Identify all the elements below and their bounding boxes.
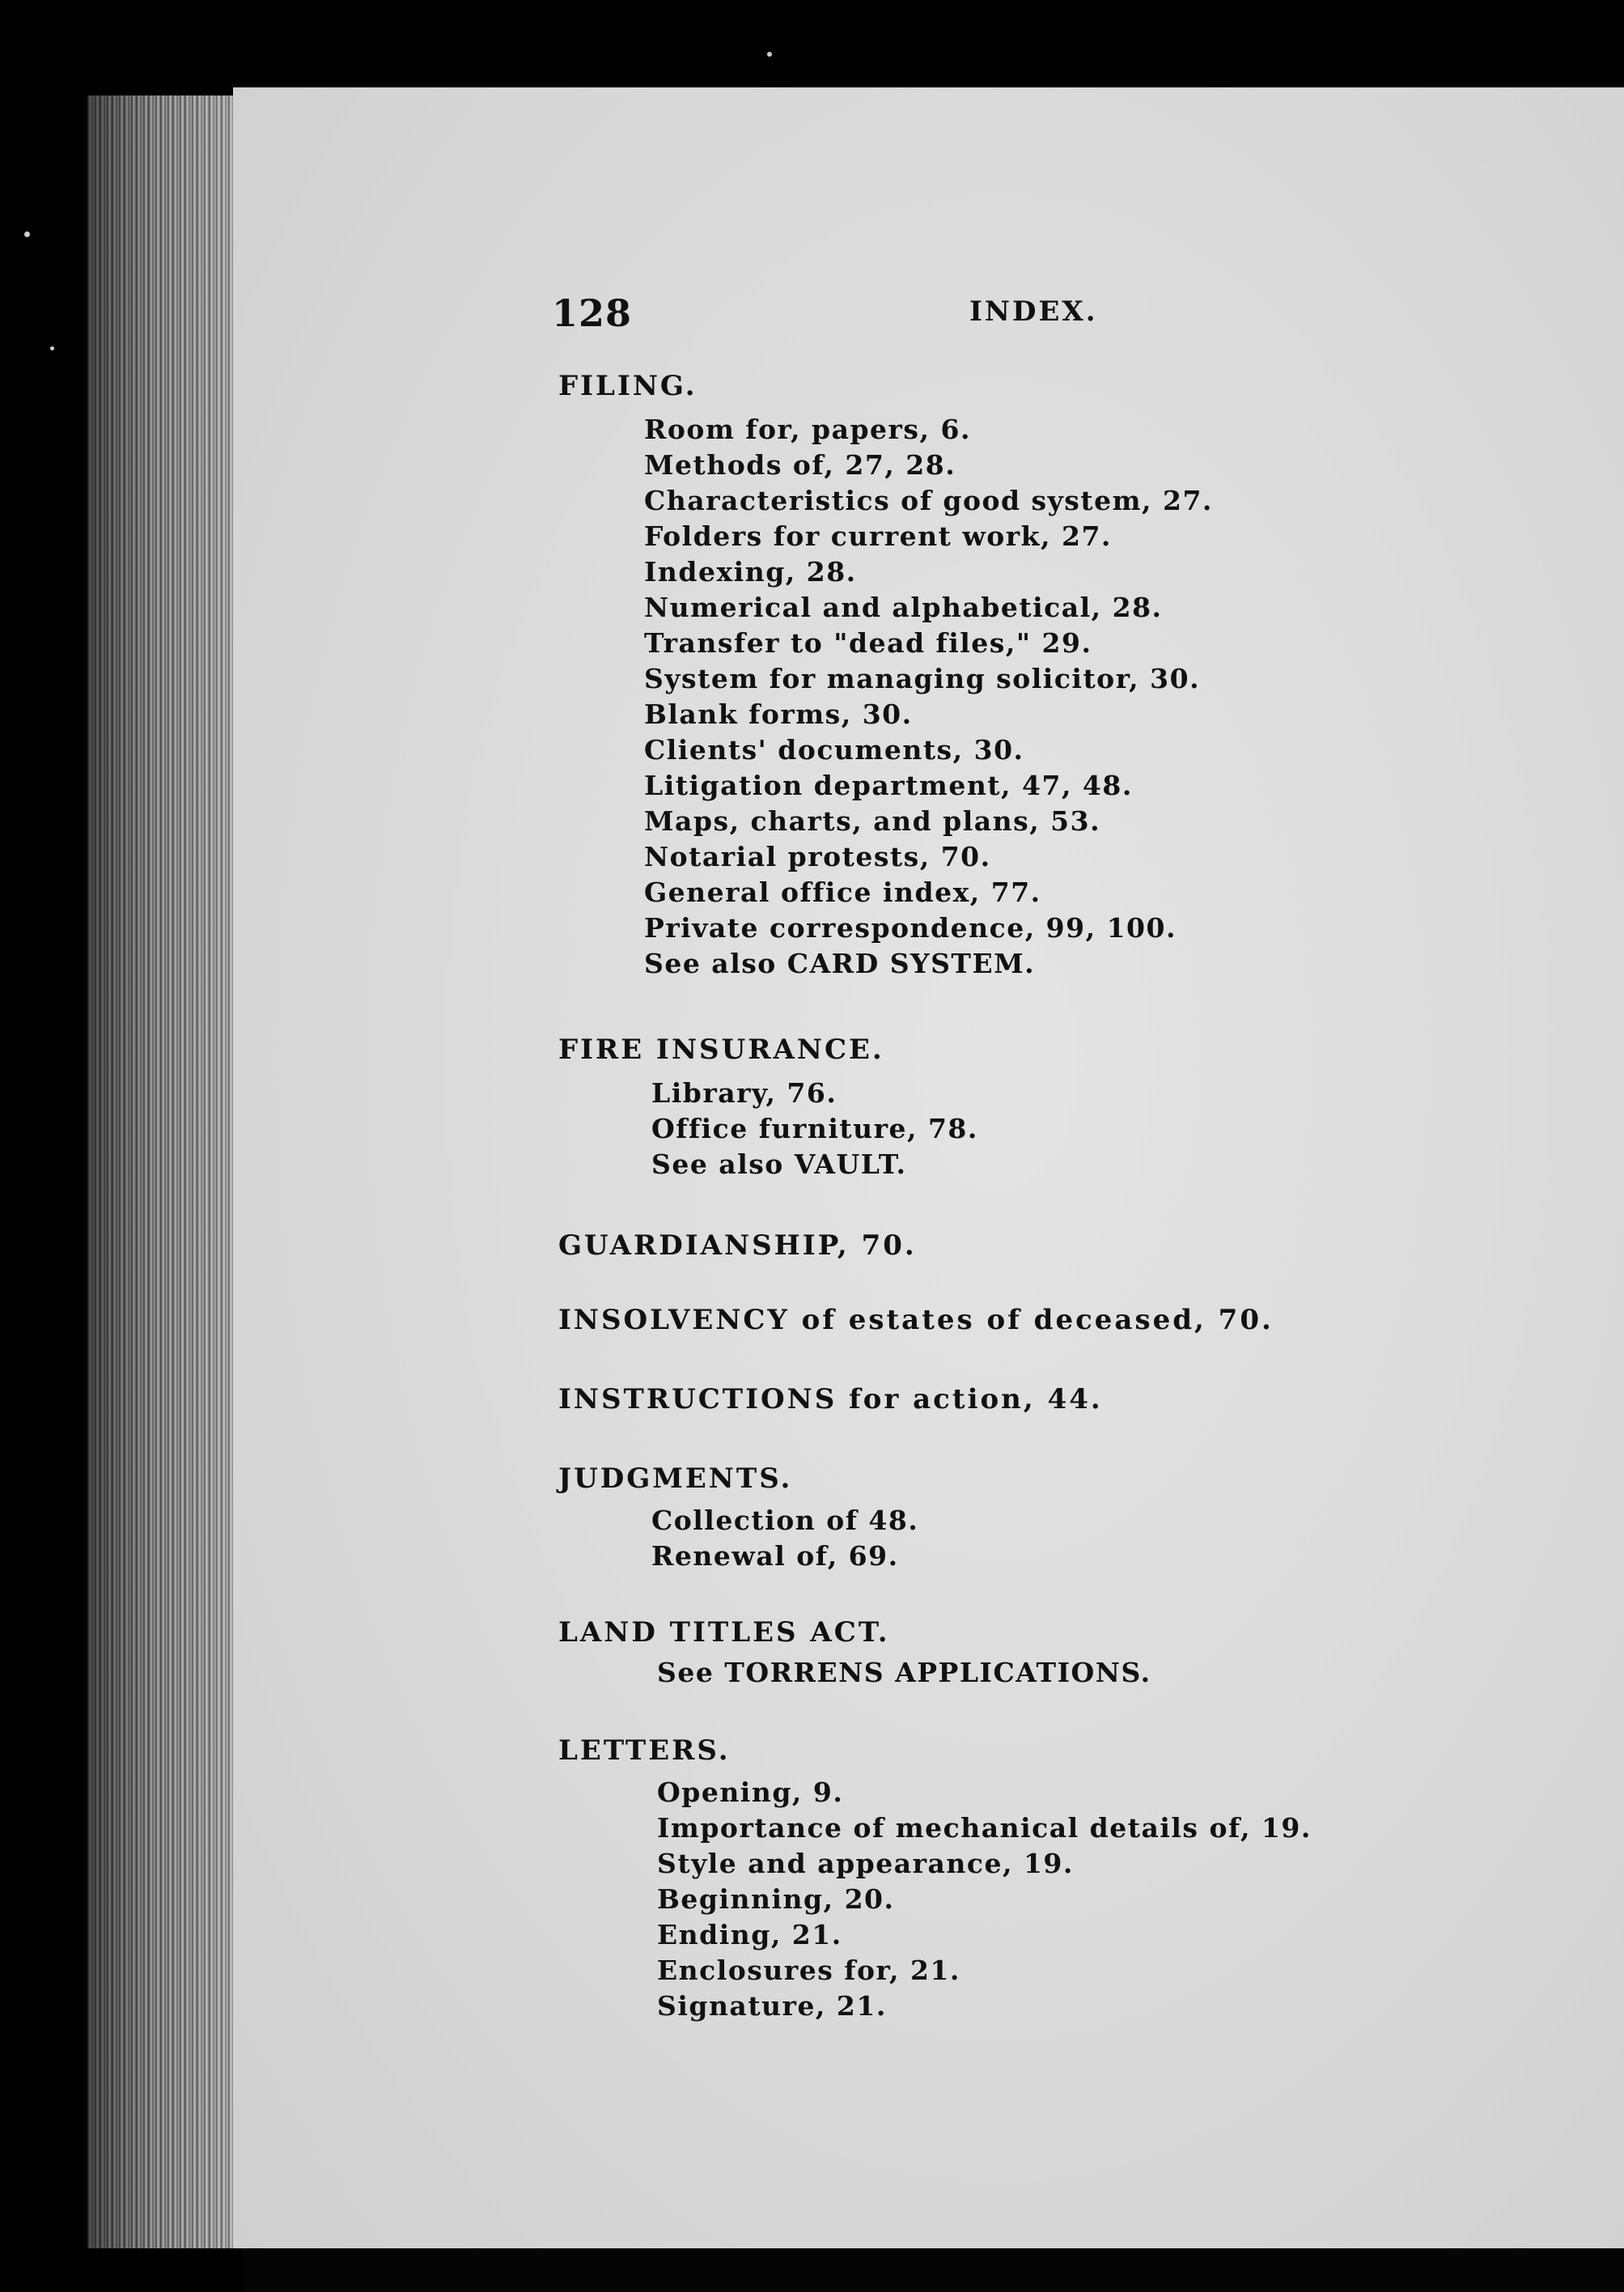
- index-heading: LETTERS.: [558, 1734, 731, 1767]
- index-subentry: Renewal of, 69.: [651, 1540, 899, 1572]
- index-heading: FILING.: [558, 370, 698, 402]
- index-heading: JUDGMENTS.: [558, 1462, 793, 1495]
- index-subentry: Maps, charts, and plans, 53.: [644, 805, 1101, 837]
- index-subentry: Clients' documents, 30.: [644, 734, 1024, 766]
- index-subentry: Notarial protests, 70.: [644, 841, 991, 872]
- index-subentry: Private correspondence, 99, 100.: [644, 912, 1177, 944]
- index-subentry: Litigation department, 47, 48.: [644, 770, 1133, 801]
- scan-bottom-border: [243, 2248, 1624, 2292]
- index-subentry: See TORRENS APPLICATIONS.: [657, 1657, 1151, 1688]
- index-subentry: Methods of, 27, 28.: [644, 449, 956, 481]
- index-subentry: Numerical and alphabetical, 28.: [644, 592, 1163, 623]
- index-subentry: Folders for current work, 27.: [644, 520, 1112, 552]
- index-heading: INSTRUCTIONS for action, 44.: [558, 1383, 1103, 1416]
- index-subentry: Collection of 48.: [651, 1505, 919, 1536]
- index-subentry: Signature, 21.: [657, 1990, 887, 2022]
- index-subentry: Enclosures for, 21.: [657, 1955, 960, 1986]
- index-subentry: See also VAULT.: [651, 1148, 907, 1180]
- dust-speck: [767, 52, 772, 57]
- index-page: [233, 87, 1624, 2248]
- index-subentry: General office index, 77.: [644, 876, 1041, 908]
- index-subentry: Ending, 21.: [657, 1919, 842, 1950]
- index-subentry: Blank forms, 30.: [644, 698, 913, 730]
- dust-speck: [50, 346, 54, 350]
- running-head: INDEX.: [969, 295, 1098, 328]
- index-subentry: Transfer to "dead files," 29.: [644, 627, 1092, 659]
- index-subentry: See also CARD SYSTEM.: [644, 948, 1036, 979]
- index-subentry: Opening, 9.: [657, 1776, 844, 1808]
- index-subentry: Indexing, 28.: [644, 556, 857, 588]
- index-subentry: Characteristics of good system, 27.: [644, 485, 1213, 516]
- index-subentry: Library, 76.: [651, 1077, 837, 1109]
- index-heading: FIRE INSURANCE.: [558, 1034, 884, 1066]
- index-subentry: Importance of mechanical details of, 19.: [657, 1812, 1312, 1844]
- index-heading: GUARDIANSHIP, 70.: [558, 1229, 917, 1262]
- index-subentry: Office furniture, 78.: [651, 1113, 978, 1144]
- index-subentry: Style and appearance, 19.: [657, 1848, 1074, 1879]
- index-heading: LAND TITLES ACT.: [558, 1616, 890, 1649]
- index-subentry: Room for, papers, 6.: [644, 414, 971, 445]
- index-heading: INSOLVENCY of estates of deceased, 70.: [558, 1304, 1274, 1336]
- dust-speck: [24, 231, 30, 237]
- index-subentry: Beginning, 20.: [657, 1883, 895, 1915]
- page-number: 128: [552, 291, 633, 335]
- index-subentry: System for managing solicitor, 30.: [644, 663, 1201, 694]
